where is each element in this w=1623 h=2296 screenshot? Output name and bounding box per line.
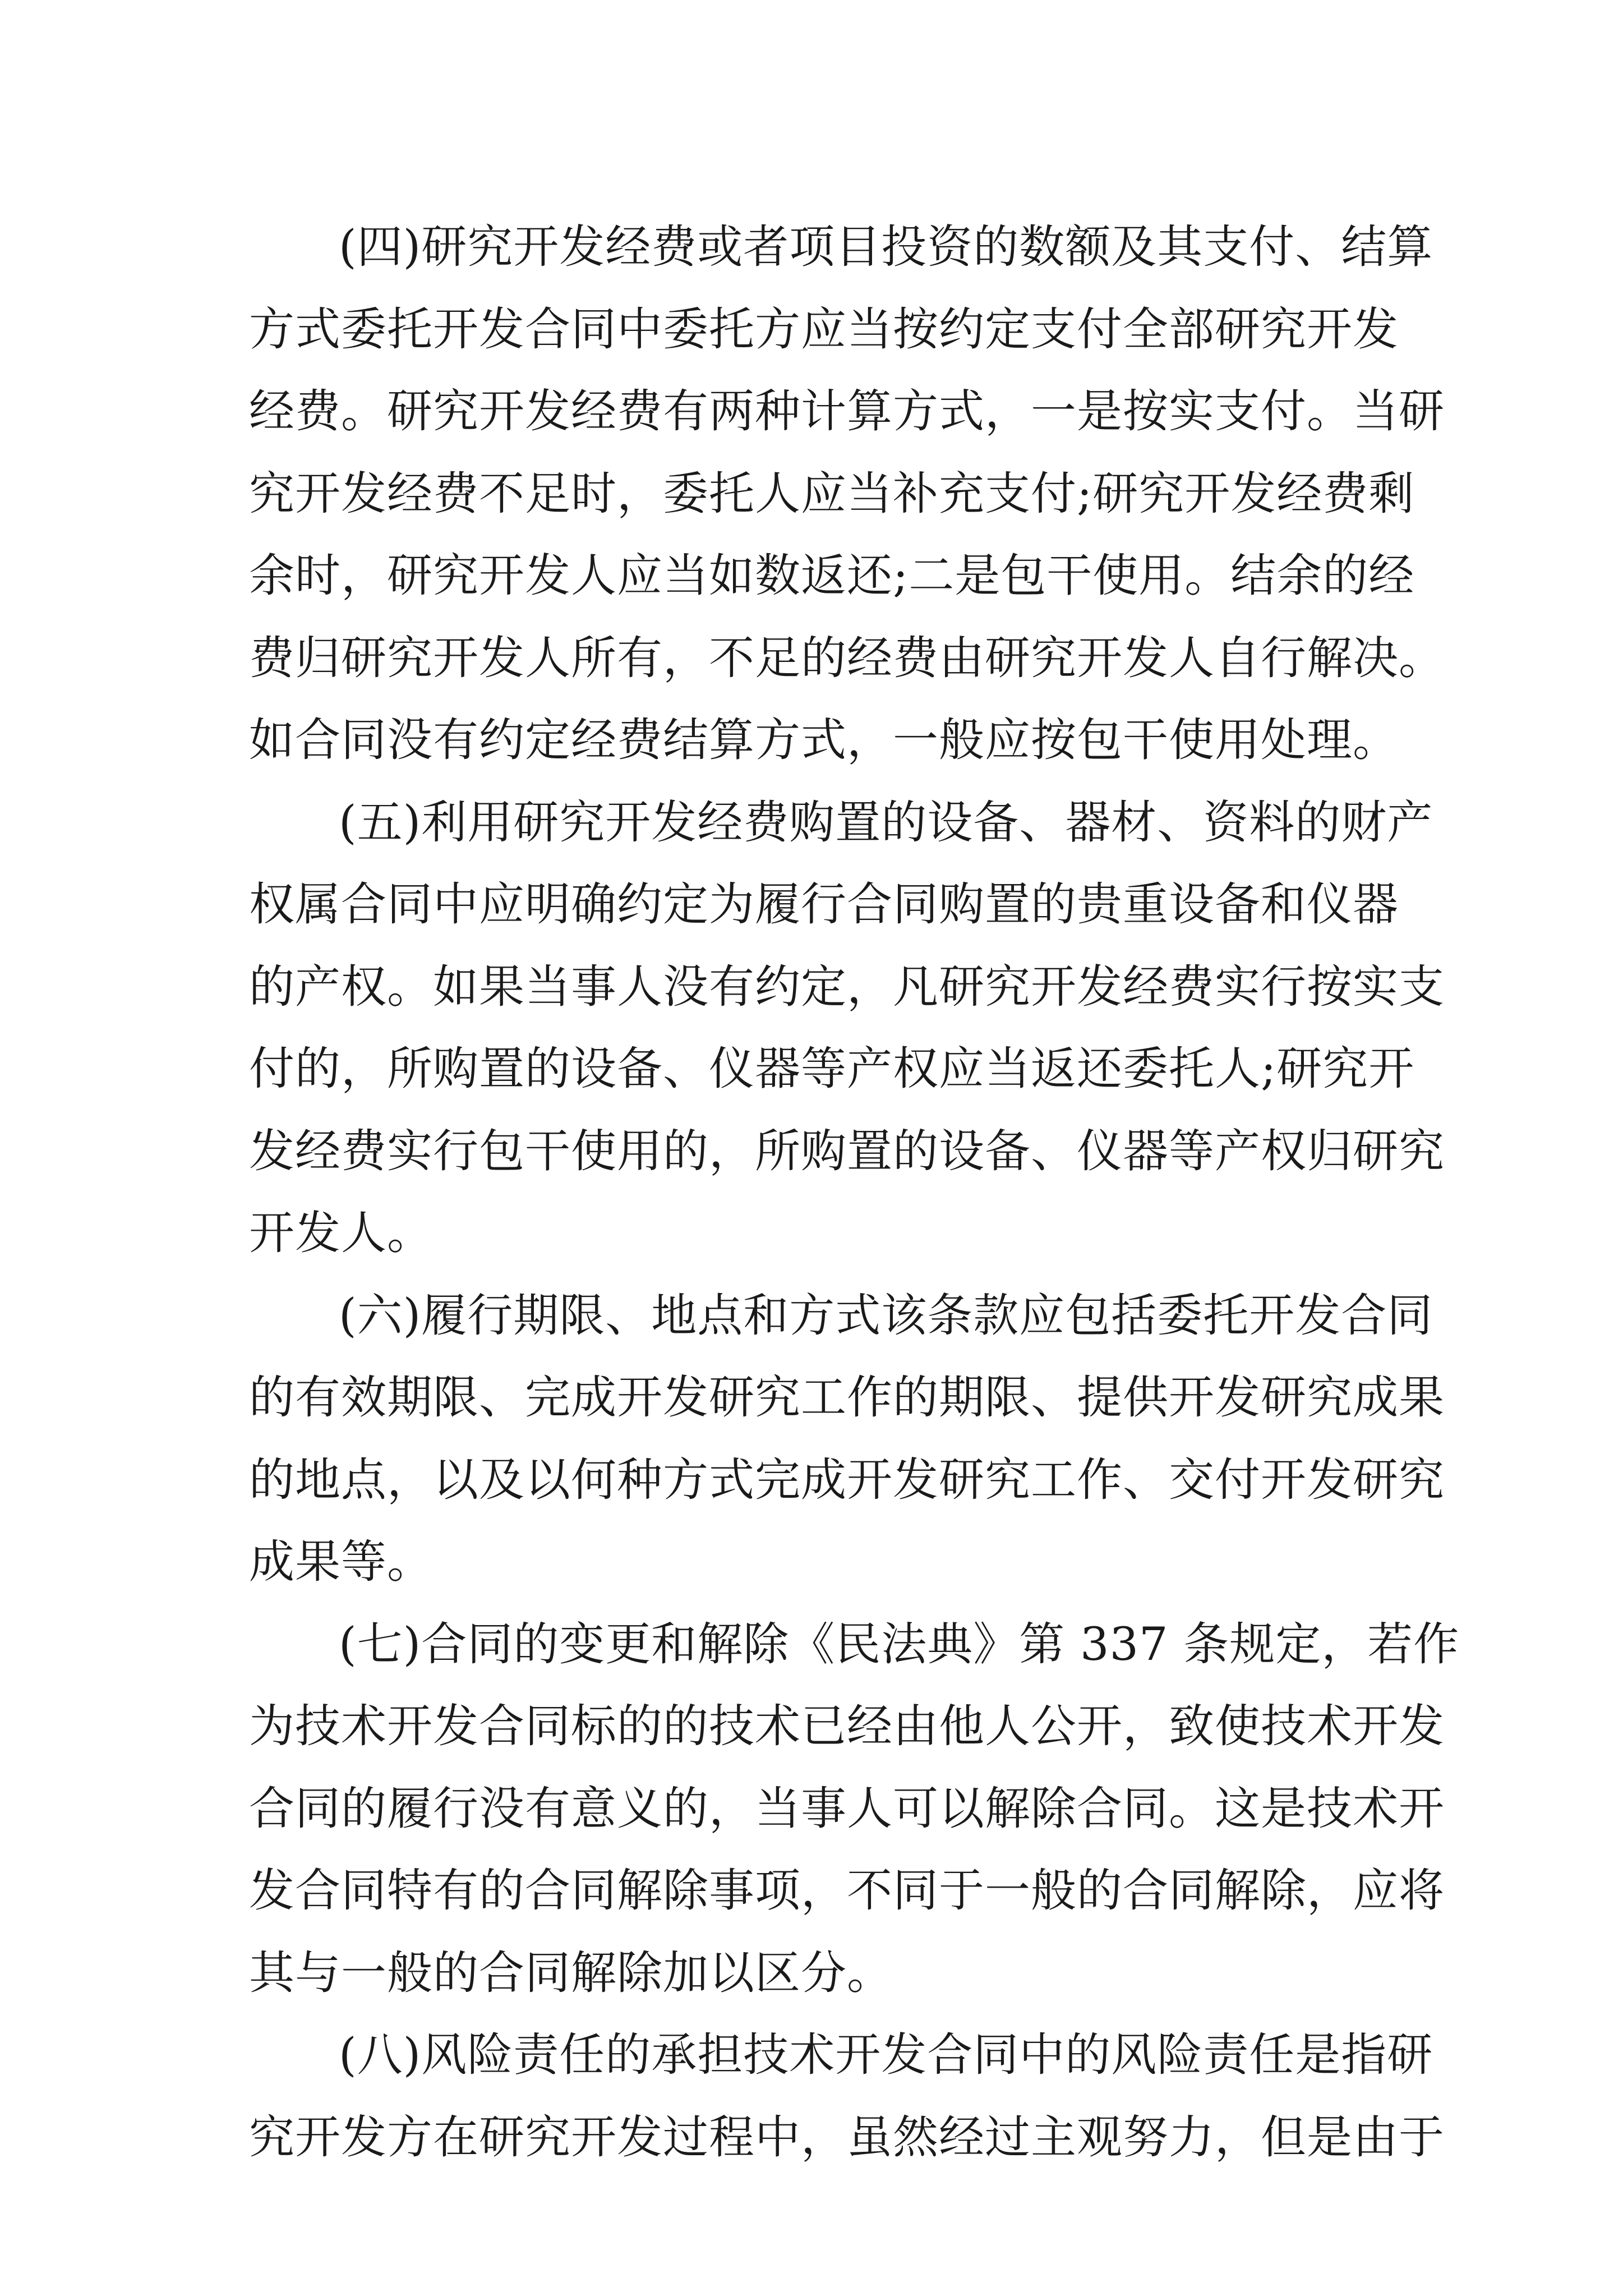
text-line: 开发人。	[249, 1207, 434, 1260]
text-line: 方式委托开发合同中委托方应当按约定支付全部研究开发	[249, 303, 1399, 356]
text-line: 的产权。如果当事人没有约定，凡研究开发经费实行按实支	[249, 960, 1445, 1014]
text-line: 究开发方在研究开发过程中，虽然经过主观努力，但是由于	[249, 2111, 1445, 2164]
text-line: 其与一般的合同解除加以区分。	[249, 1947, 893, 2000]
paragraph-4	[249, 206, 1445, 782]
text-line: 合同的履行没有意义的，当事人可以解除合同。这是技术开	[249, 1782, 1445, 1835]
text-line: 成果等。	[249, 1536, 434, 1589]
text-line: (七)合同的变更和解除《民法典》第 337 条规定，若作	[339, 1618, 1460, 1671]
paragraph-8	[249, 2014, 1445, 2179]
text-line: (五)利用研究开发经费购置的设备、器材、资料的财产	[339, 796, 1433, 849]
text-line: 权属合同中应明确约定为履行合同购置的贵重设备和仪器	[249, 878, 1399, 931]
text-line: 为技术开发合同标的的技术已经由他人公开，致使技术开发	[249, 1700, 1445, 1753]
text-line: 余时，研究开发人应当如数返还;二是包干使用。结余的经	[249, 550, 1415, 602]
paragraph-7	[249, 1604, 1460, 2015]
text-line: 的地点，以及以何种方式完成开发研究工作、交付开发研究	[249, 1453, 1445, 1507]
text-line: 发经费实行包干使用的，所购置的设备、仪器等产权归研究	[249, 1125, 1445, 1178]
text-line: 经费。研究开发经费有两种计算方式，一是按实支付。当研	[249, 385, 1445, 438]
text-line: 发合同特有的合同解除事项，不同于一般的合同解除，应将	[249, 1865, 1445, 1917]
text-line: 如合同没有约定经费结算方式，一般应按包干使用处理。	[249, 714, 1399, 767]
document-body	[249, 206, 1460, 2179]
text-line: 究开发经费不足时，委托人应当补充支付;研究开发经费剩	[249, 467, 1415, 521]
text-line: (六)履行期限、地点和方式该条款应包括委托开发合同	[339, 1289, 1433, 1342]
paragraph-6	[249, 1275, 1445, 1604]
paragraph-5	[249, 782, 1445, 1275]
text-line: (四)研究开发经费或者项目投资的数额及其支付、结算	[339, 221, 1433, 274]
text-line: 的有效期限、完成开发研究工作的期限、提供开发研究成果	[249, 1372, 1445, 1424]
text-line: 费归研究开发人所有，不足的经费由研究开发人自行解决。	[249, 632, 1445, 685]
text-line: 付的，所购置的设备、仪器等产权应当返还委托人;研究开	[249, 1043, 1415, 1096]
text-line: (八)风险责任的承担技术开发合同中的风险责任是指研	[339, 2029, 1433, 2082]
